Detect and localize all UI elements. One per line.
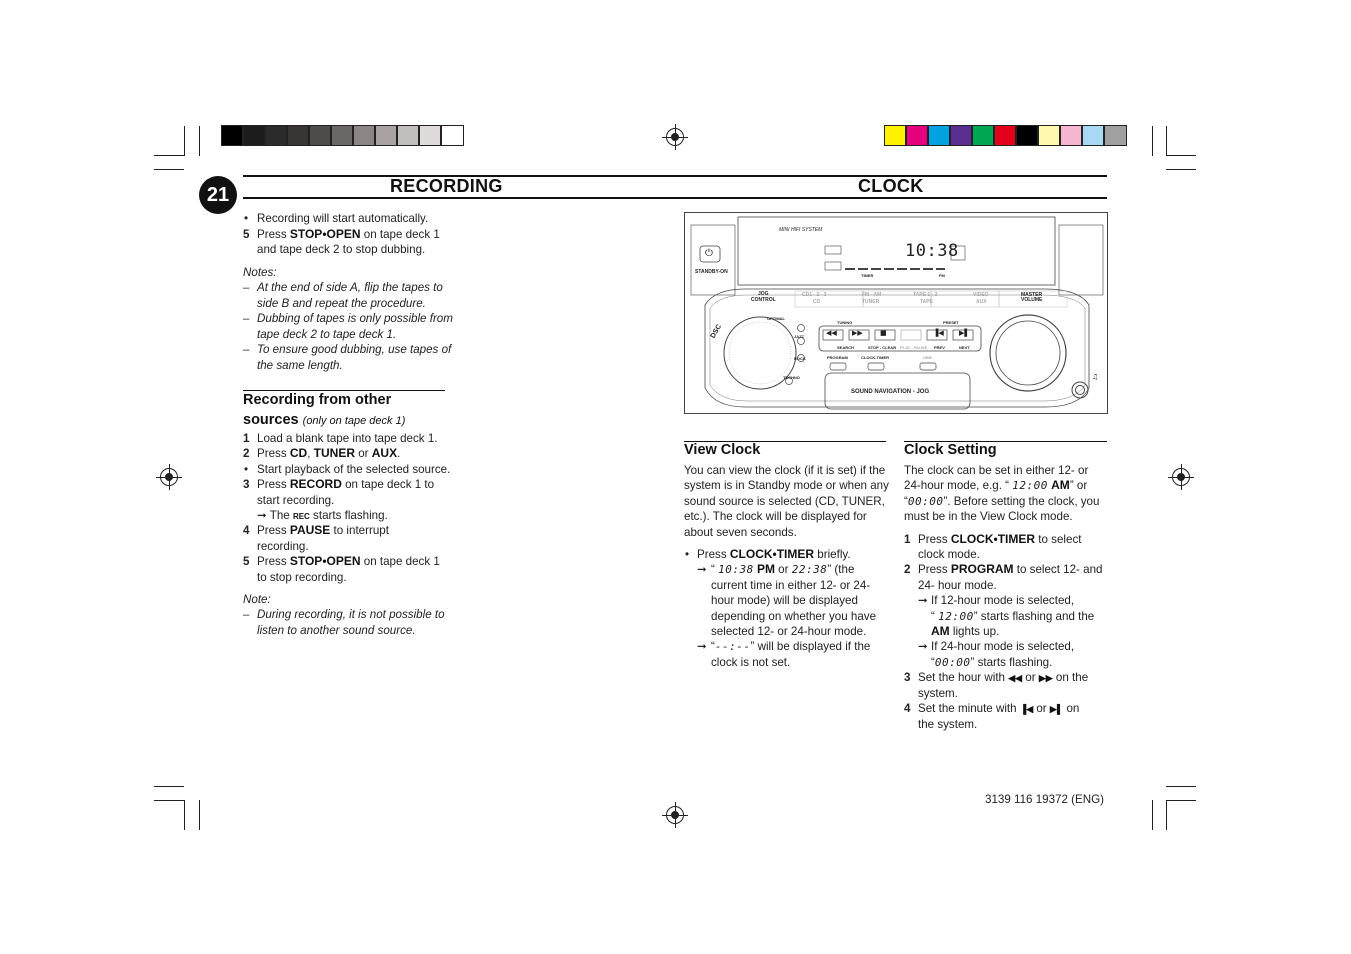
- source-cd-button: CD: [813, 299, 821, 305]
- source-video-top: VIDEO: [973, 292, 989, 298]
- registration-mark: [160, 468, 178, 486]
- color-swatch: [1016, 125, 1038, 146]
- color-swatch: [1060, 125, 1082, 146]
- clock-setting-title: Clock Setting: [904, 442, 997, 458]
- step-2: Press CD, TUNER or AUX.: [257, 446, 401, 460]
- view-clock-para-line: about seven seconds.: [684, 526, 797, 539]
- gray-swatch: [309, 125, 331, 146]
- view-clock-result-2: “--:--” will be displayed if the: [711, 640, 871, 653]
- source-tuner-button: TUNER: [862, 299, 880, 305]
- fast-forward-icon: ▶▶: [1038, 673, 1053, 683]
- view-clock-para-line: system is in Standby mode or when any: [684, 479, 889, 492]
- section-title-recording-other: Recording from other: [243, 392, 392, 408]
- page-number-badge: 21: [199, 176, 237, 214]
- step-number: 5: [243, 228, 250, 241]
- dbb-label: DBB: [923, 355, 932, 360]
- standby-icon: ⏻: [705, 248, 713, 259]
- notes-label: Notes:: [243, 266, 277, 279]
- source-cd-top: CD1 - 2 - 3: [802, 292, 827, 298]
- master-volume-label: MASTER: [1021, 292, 1043, 298]
- rewind-icon: ◀◀: [826, 329, 837, 337]
- note-item: To ensure good dubbing, use tapes of: [257, 343, 452, 356]
- note-item: Dubbing of tapes is only possible from: [257, 312, 453, 325]
- color-swatch: [1082, 125, 1104, 146]
- view-clock-result-1: “ 10:38 PM or 22:38” (the: [711, 562, 855, 576]
- document-code: 3139 116 19372 (ENG): [985, 793, 1105, 806]
- color-swatch: [906, 125, 928, 146]
- optimal-label: OPTIMAL: [767, 316, 785, 321]
- search-label: SEARCH: [837, 345, 854, 350]
- view-clock-title: View Clock: [684, 442, 761, 458]
- color-swatch: [994, 125, 1016, 146]
- color-swatch: [1038, 125, 1060, 146]
- registration-mark: [666, 806, 684, 824]
- note-item: At the end of side A, flip the tapes to: [257, 281, 443, 294]
- device-outline: [685, 213, 1109, 415]
- display-time: 10:38: [905, 241, 959, 261]
- gray-swatch: [221, 125, 243, 146]
- source-tape-top: TAPE 1 - 2: [913, 292, 938, 298]
- gray-swatch: [441, 125, 464, 146]
- techno-label: TECHNO: [783, 375, 800, 380]
- registration-mark: [1172, 468, 1190, 486]
- step-2-bullet: Start playback of the selected source.: [257, 463, 451, 476]
- fm-indicator: FM: [939, 273, 945, 278]
- gray-swatch: [397, 125, 419, 146]
- rock-label: ROCK: [794, 356, 806, 361]
- step-3-result: ➞ The REC starts flashing.: [257, 509, 388, 522]
- play-pause-label: PLAY - PAUSE: [900, 345, 928, 350]
- gray-swatch: [243, 125, 265, 146]
- jazz-label: JAZZ: [794, 334, 804, 339]
- previous-icon: ▐◀: [933, 329, 944, 337]
- arrow-icon: ➞: [697, 640, 707, 653]
- source-fm-top: FM - AM: [862, 292, 882, 298]
- step-5-dubbing: Press STOP•OPEN on tape deck 1: [257, 227, 440, 241]
- section-rule: [243, 390, 445, 391]
- section-title-sources: sources (only on tape deck 1): [243, 412, 406, 428]
- header-rule-bottom: [243, 197, 1107, 199]
- arrow-icon: ➞: [918, 594, 928, 607]
- view-clock-bullet: Press CLOCK•TIMER briefly.: [697, 547, 851, 561]
- timer-indicator: TIMER: [861, 273, 874, 278]
- next-icon: ▶▌: [1049, 704, 1064, 714]
- dsc-label: DSC: [709, 323, 724, 340]
- arrow-icon: ➞: [697, 563, 707, 576]
- jog-label: JOG: [758, 291, 769, 297]
- heading-clock: CLOCK: [858, 176, 924, 196]
- view-clock-para-line: etc.). The clock will be displayed for: [684, 510, 867, 523]
- rewind-icon: ◀◀: [1008, 673, 1023, 683]
- standby-label: STANDBY-ON: [695, 269, 728, 275]
- note-text: During recording, it is not possible to: [257, 608, 445, 621]
- hifi-system-illustration: [684, 212, 1108, 414]
- tuning-label: TUNING: [837, 320, 853, 325]
- gray-swatch: [265, 125, 287, 146]
- headphones-icon: ♫: [1092, 373, 1099, 381]
- program-label: PROGRAM: [827, 355, 848, 360]
- step-4: Press PAUSE to interrupt: [257, 523, 389, 537]
- fast-forward-icon: ▶▶: [852, 329, 863, 337]
- next-label: NEXT: [959, 345, 970, 350]
- previous-icon: ▐◀: [1019, 704, 1034, 714]
- note-label: Note:: [243, 593, 271, 606]
- step-3: Press RECORD on tape deck 1 to: [257, 477, 435, 491]
- color-swatch: [928, 125, 950, 146]
- gray-swatch: [353, 125, 375, 146]
- clock-step-2: Press PROGRAM to select 12- and: [918, 562, 1103, 576]
- color-swatch: [950, 125, 972, 146]
- sound-navigation-label: SOUND NAVIGATION - JOG: [851, 389, 930, 395]
- intro-bullet: Recording will start automatically.: [257, 212, 429, 225]
- color-swatch: [972, 125, 994, 146]
- gray-swatch: [375, 125, 397, 146]
- jog-label-2: CONTROL: [751, 297, 776, 303]
- preset-label: PRESET: [943, 320, 960, 325]
- view-clock-para-line: You can view the clock (if it is set) if the: [684, 464, 886, 477]
- step-5: Press STOP•OPEN on tape deck 1: [257, 554, 440, 568]
- clock-step-3: Set the hour with ◀◀ or ▶▶ on the: [918, 671, 1089, 684]
- arrow-icon: ➞: [918, 640, 928, 653]
- color-swatch: [884, 125, 906, 146]
- view-clock-para-line: sound source is selected (CD, TUNER,: [684, 495, 885, 508]
- heading-recording: RECORDING: [390, 176, 503, 196]
- gray-swatch: [419, 125, 441, 146]
- clock-timer-label: CLOCK-TIMER: [861, 355, 889, 360]
- header-rule-top: [243, 175, 1107, 177]
- model-label: MINI HIFI SYSTEM: [779, 227, 823, 233]
- gray-swatch: [287, 125, 309, 146]
- registration-mark: [666, 128, 684, 146]
- clock-step-1: Press CLOCK•TIMER to select: [918, 532, 1082, 546]
- gray-swatch: [331, 125, 353, 146]
- clock-step-4: Set the minute with ▐◀ or ▶▌ on: [918, 702, 1080, 715]
- color-swatch: [1104, 125, 1127, 146]
- prev-label: PREV: [934, 345, 945, 350]
- source-aux-button: AUX: [976, 299, 987, 305]
- stop-clear-label: STOP - CLEAR: [868, 345, 897, 350]
- step-1: Load a blank tape into tape deck 1.: [257, 432, 438, 445]
- source-tape-button: TAPE: [920, 299, 933, 305]
- stop-icon: ■: [880, 329, 887, 337]
- next-icon: ▶▌: [959, 329, 970, 337]
- arrow-icon: ➞: [257, 509, 267, 522]
- master-volume-label-2: VOLUME: [1021, 297, 1043, 303]
